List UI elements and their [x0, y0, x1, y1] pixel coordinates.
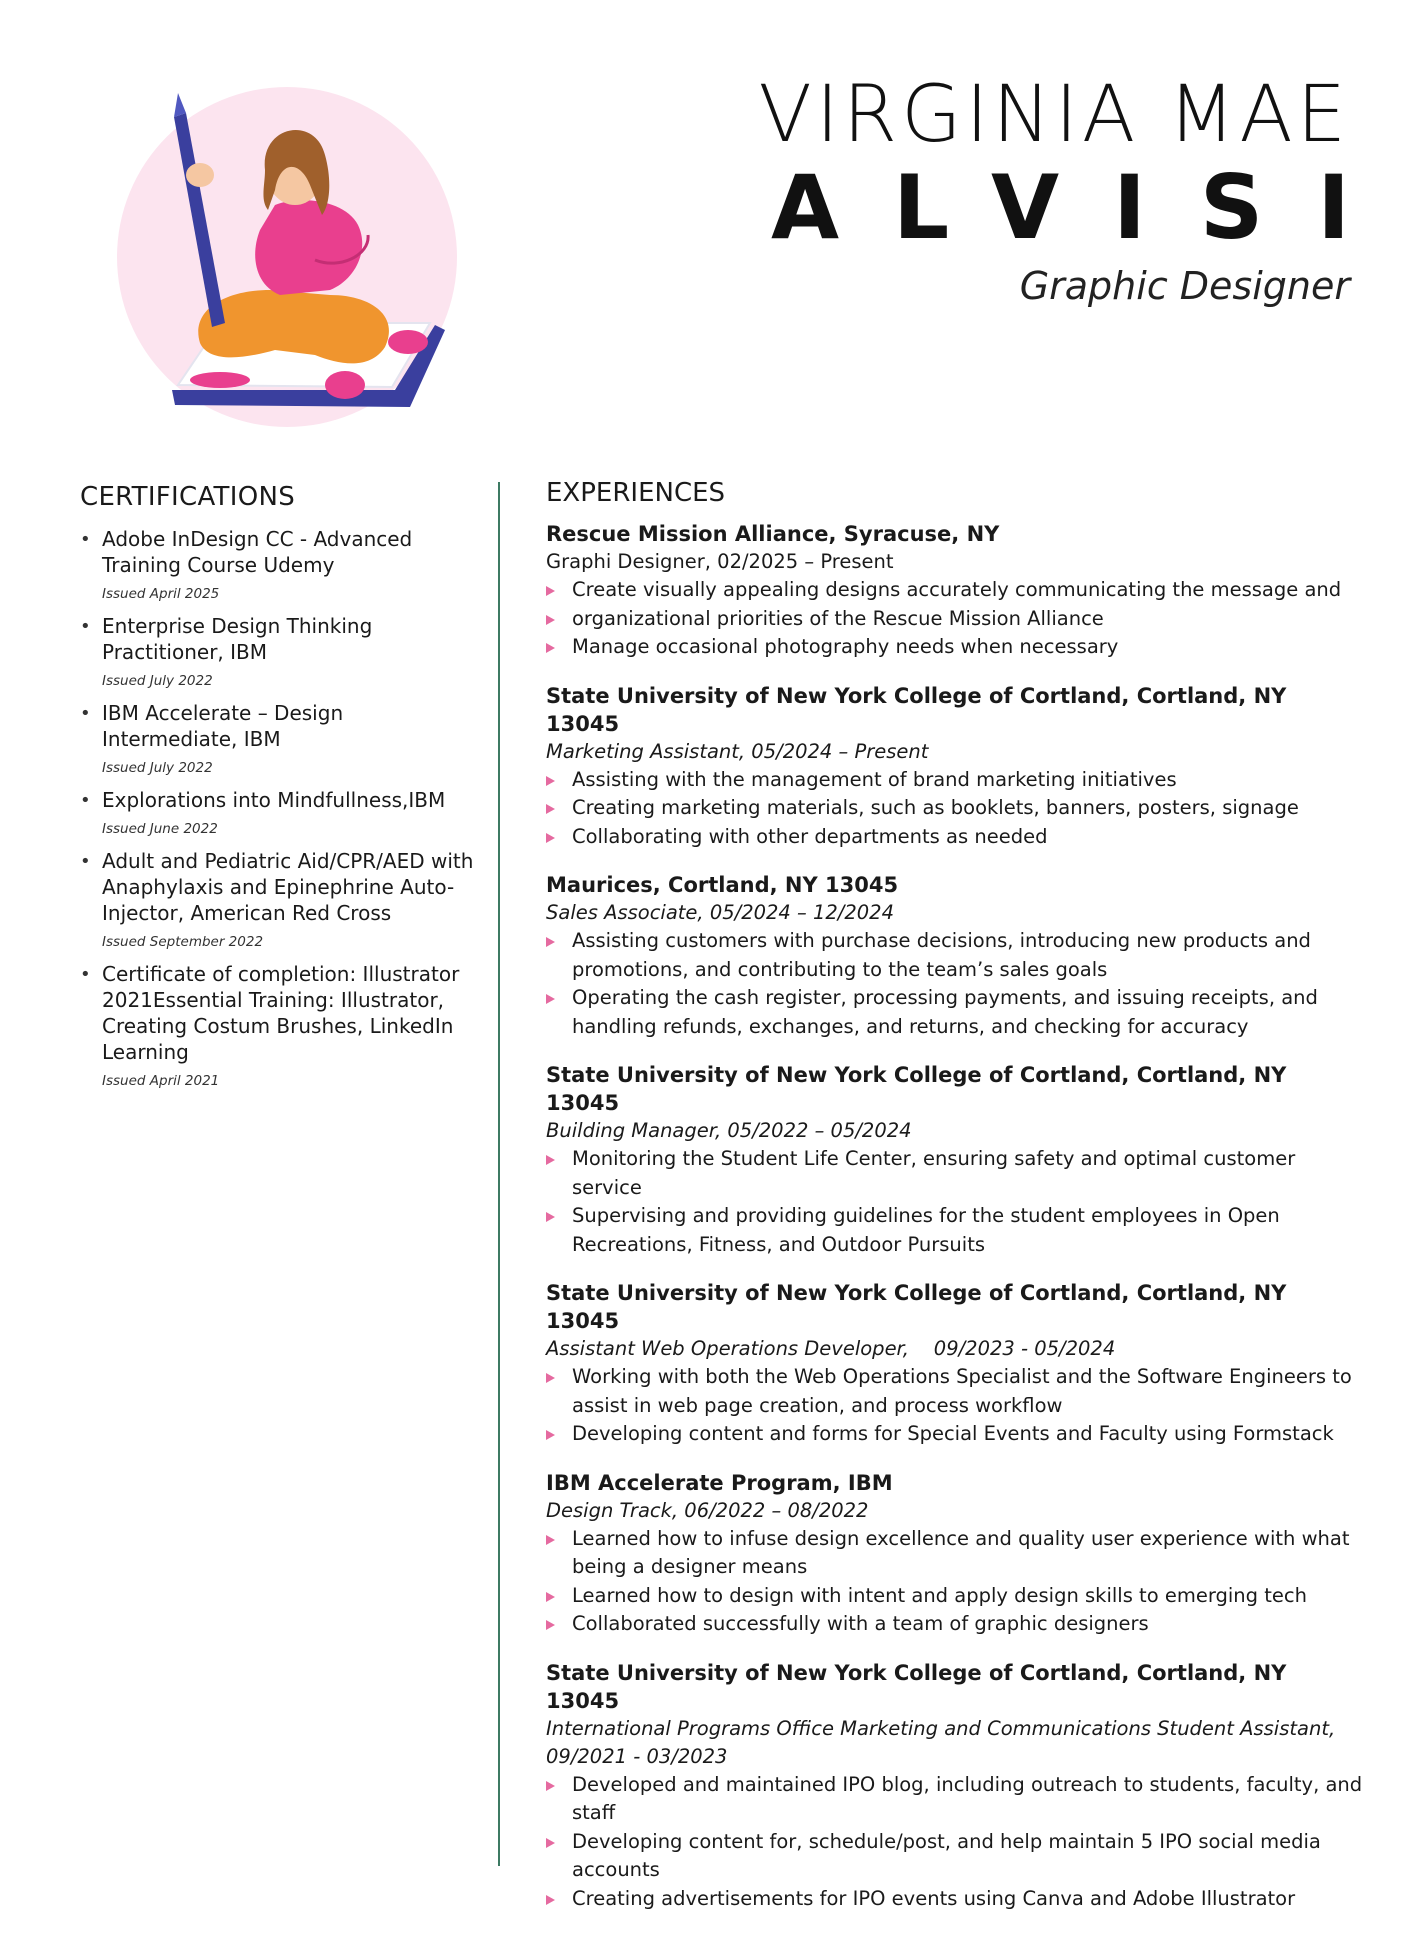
- job-role: Building Manager, 05/2022 – 05/2024: [546, 1119, 912, 1142]
- bullet-dot-icon: •: [80, 703, 91, 724]
- list-item: [546, 1885, 1366, 1914]
- triangle-bullet-icon: [546, 1895, 555, 1905]
- bullet-text: Monitoring the Student Life Center, ensuring safety and optimal customer service: [572, 1147, 1296, 1199]
- certifications-heading: CERTIFICATIONS: [80, 482, 296, 512]
- bullet-text: Creating marketing materials, such as booklets, banners, posters, signage: [572, 796, 1299, 819]
- certification-name: Enterprise Design Thinking Practitioner, IBM: [102, 614, 373, 664]
- experiences-section: [546, 478, 1366, 1933]
- list-item: [546, 927, 1366, 984]
- triangle-bullet-icon: [546, 1838, 555, 1848]
- experiences-heading: EXPERIENCES: [546, 478, 726, 508]
- certification-issued: Issued April 2025: [102, 586, 220, 602]
- employer: State University of New York College of Cortland, Cortland, NY 13045: [546, 683, 1287, 736]
- triangle-bullet-icon: [546, 1592, 555, 1602]
- bullet-text: organizational priorities of the Rescue Mission Alliance: [572, 606, 1104, 630]
- bullet-text: Create visually appealing designs accurately communicating the message and: [572, 578, 1342, 601]
- certifications-list: [80, 526, 480, 1091]
- list-item: [546, 633, 1366, 662]
- triangle-bullet-icon: [546, 1620, 555, 1630]
- triangle-bullet-icon: [546, 586, 555, 596]
- employer: IBM Accelerate Program, IBM: [546, 1470, 893, 1495]
- last-name: ALVISI: [770, 156, 1404, 259]
- bullet-text: Learned how to infuse design excellence and quality user experience with what being a designer means: [572, 1526, 1350, 1578]
- bullet-text: Supervising and providing guidelines for the student employees in Open Recreations, Fitness, and Outdoor Pursuits: [572, 1204, 1280, 1256]
- job-entry: [546, 520, 1366, 662]
- bullet-dot-icon: •: [80, 616, 91, 637]
- bullet-text: Working with both the Web Operations Specialist and the Software Engineers to assist in web page creation, and process workflow: [572, 1365, 1352, 1417]
- triangle-bullet-icon: [546, 1155, 555, 1165]
- triangle-bullet-icon: [546, 1535, 555, 1545]
- certification-name: Adobe InDesign CC - Advanced Training Course Udemy: [102, 527, 413, 577]
- job-bullets: [546, 927, 1366, 1041]
- bullet-dot-icon: •: [80, 529, 91, 550]
- list-item: [80, 700, 480, 778]
- bullet-dot-icon: •: [80, 790, 91, 811]
- list-item: [546, 1771, 1366, 1828]
- list-item: [80, 787, 480, 839]
- triangle-bullet-icon: [546, 1373, 555, 1383]
- list-item: [546, 984, 1366, 1041]
- job-bullets: [546, 1145, 1366, 1259]
- certification-name: Adult and Pediatric Aid/CPR/AED with Anaphylaxis and Epinephrine Auto-Injector, American Red Cross: [102, 849, 474, 925]
- list-item: [546, 823, 1366, 852]
- job-bullets: [546, 1363, 1366, 1449]
- bullet-text: Learned how to design with intent and apply design skills to emerging tech: [572, 1583, 1307, 1607]
- job-bullets: [546, 1525, 1366, 1639]
- job-entry: [546, 682, 1366, 852]
- employer: State University of New York College of Cortland, Cortland, NY 13045: [546, 1660, 1287, 1713]
- list-item: [80, 961, 480, 1091]
- first-name: VIRGINIA MAE: [758, 70, 1350, 160]
- bullet-text: Assisting customers with purchase decisions, introducing new products and promotions, and contributing to the team’s sales goals: [572, 929, 1311, 981]
- list-item: [546, 1363, 1366, 1420]
- triangle-bullet-icon: [546, 994, 555, 1004]
- bullet-dot-icon: •: [80, 964, 91, 985]
- list-item: [546, 766, 1366, 795]
- bullet-text: Creating advertisements for IPO events using Canva and Adobe Illustrator: [572, 1886, 1296, 1910]
- list-item: [80, 848, 480, 952]
- job-entry: [546, 1061, 1366, 1259]
- designer-with-pencil-illustration: [100, 85, 460, 430]
- triangle-bullet-icon: [546, 833, 555, 843]
- list-item: [546, 794, 1366, 823]
- list-item: [546, 1145, 1366, 1202]
- bullet-text: Assisting with the management of brand marketing initiatives: [572, 767, 1177, 791]
- bullet-text: Manage occasional photography needs when necessary: [572, 635, 1119, 658]
- triangle-bullet-icon: [546, 776, 555, 786]
- list-item: [546, 576, 1366, 605]
- certification-issued: Issued June 2022: [102, 821, 218, 837]
- list-item: [80, 613, 480, 691]
- triangle-bullet-icon: [546, 1781, 555, 1791]
- triangle-bullet-icon: [546, 804, 555, 814]
- triangle-bullet-icon: [546, 615, 555, 625]
- job-role: Marketing Assistant, 05/2024 – Present: [546, 739, 929, 763]
- job-role: International Programs Office Marketing and Communications Student Assistant, 09/2021 - 03/2023: [546, 1716, 1336, 1768]
- job-role: Design Track, 06/2022 – 08/2022: [546, 1498, 869, 1522]
- certification-name: Explorations into Mindfullness,IBM: [102, 788, 446, 812]
- triangle-bullet-icon: [546, 1430, 555, 1440]
- bullet-text: Collaborating with other departments as needed: [572, 824, 1048, 848]
- certification-issued: Issued July 2022: [102, 673, 213, 689]
- certification-name: IBM Accelerate – Design Intermediate, IBM: [102, 701, 344, 751]
- job-role: Graphi Designer, 02/2025 – Present: [546, 550, 894, 573]
- list-item: [546, 1202, 1366, 1259]
- list-item: [546, 1610, 1366, 1639]
- list-item: [546, 605, 1366, 634]
- employer: Maurices, Cortland, NY 13045: [546, 873, 899, 897]
- list-item: [546, 1582, 1366, 1611]
- list-item: [80, 526, 480, 604]
- triangle-bullet-icon: [546, 643, 555, 653]
- certification-issued: Issued July 2022: [102, 760, 213, 776]
- employer: State University of New York College of Cortland, Cortland, NY 13045: [546, 1063, 1287, 1115]
- job-title: Graphic Designer: [1019, 264, 1350, 308]
- bullet-text: Operating the cash register, processing payments, and issuing receipts, and handling refunds, exchanges, and returns, and checking for accuracy: [572, 986, 1318, 1038]
- bullet-text: Developing content and forms for Special Events and Faculty using Formstack: [572, 1422, 1334, 1445]
- bullet-text: Collaborated successfully with a team of graphic designers: [572, 1612, 1149, 1635]
- job-entry: [546, 1279, 1366, 1449]
- job-entry: [546, 1469, 1366, 1639]
- certifications-section: [80, 482, 480, 1100]
- bullet-text: Developing content for, schedule/post, and help maintain 5 IPO social media accounts: [572, 1829, 1321, 1881]
- resume-header: [758, 70, 1404, 314]
- certification-issued: Issued September 2022: [102, 934, 264, 950]
- job-role: Assistant Web Operations Developer, 09/2023 - 05/2024: [546, 1337, 1116, 1360]
- certification-name: Certificate of completion: Illustrator 2021Essential Training: Illustrator, Creating Costum Brushes, LinkedIn Learning: [102, 962, 460, 1064]
- employer: State University of New York College of Cortland, Cortland, NY 13045: [546, 1281, 1287, 1333]
- certification-issued: Issued April 2021: [102, 1073, 220, 1089]
- job-bullets: [546, 576, 1366, 662]
- job-role: Sales Associate, 05/2024 – 12/2024: [546, 901, 894, 924]
- list-item: [546, 1525, 1366, 1582]
- triangle-bullet-icon: [546, 937, 555, 947]
- job-bullets: [546, 1771, 1366, 1914]
- triangle-bullet-icon: [546, 1212, 555, 1222]
- job-bullets: [546, 766, 1366, 852]
- list-item: [546, 1828, 1366, 1885]
- job-entry: [546, 1659, 1366, 1914]
- list-item: [546, 1420, 1366, 1449]
- employer: Rescue Mission Alliance, Syracuse, NY: [546, 522, 1000, 546]
- column-divider: [498, 482, 500, 1866]
- bullet-dot-icon: •: [80, 851, 91, 872]
- bullet-text: Developed and maintained IPO blog, including outreach to students, faculty, and staff: [572, 1772, 1363, 1824]
- job-entry: [546, 871, 1366, 1041]
